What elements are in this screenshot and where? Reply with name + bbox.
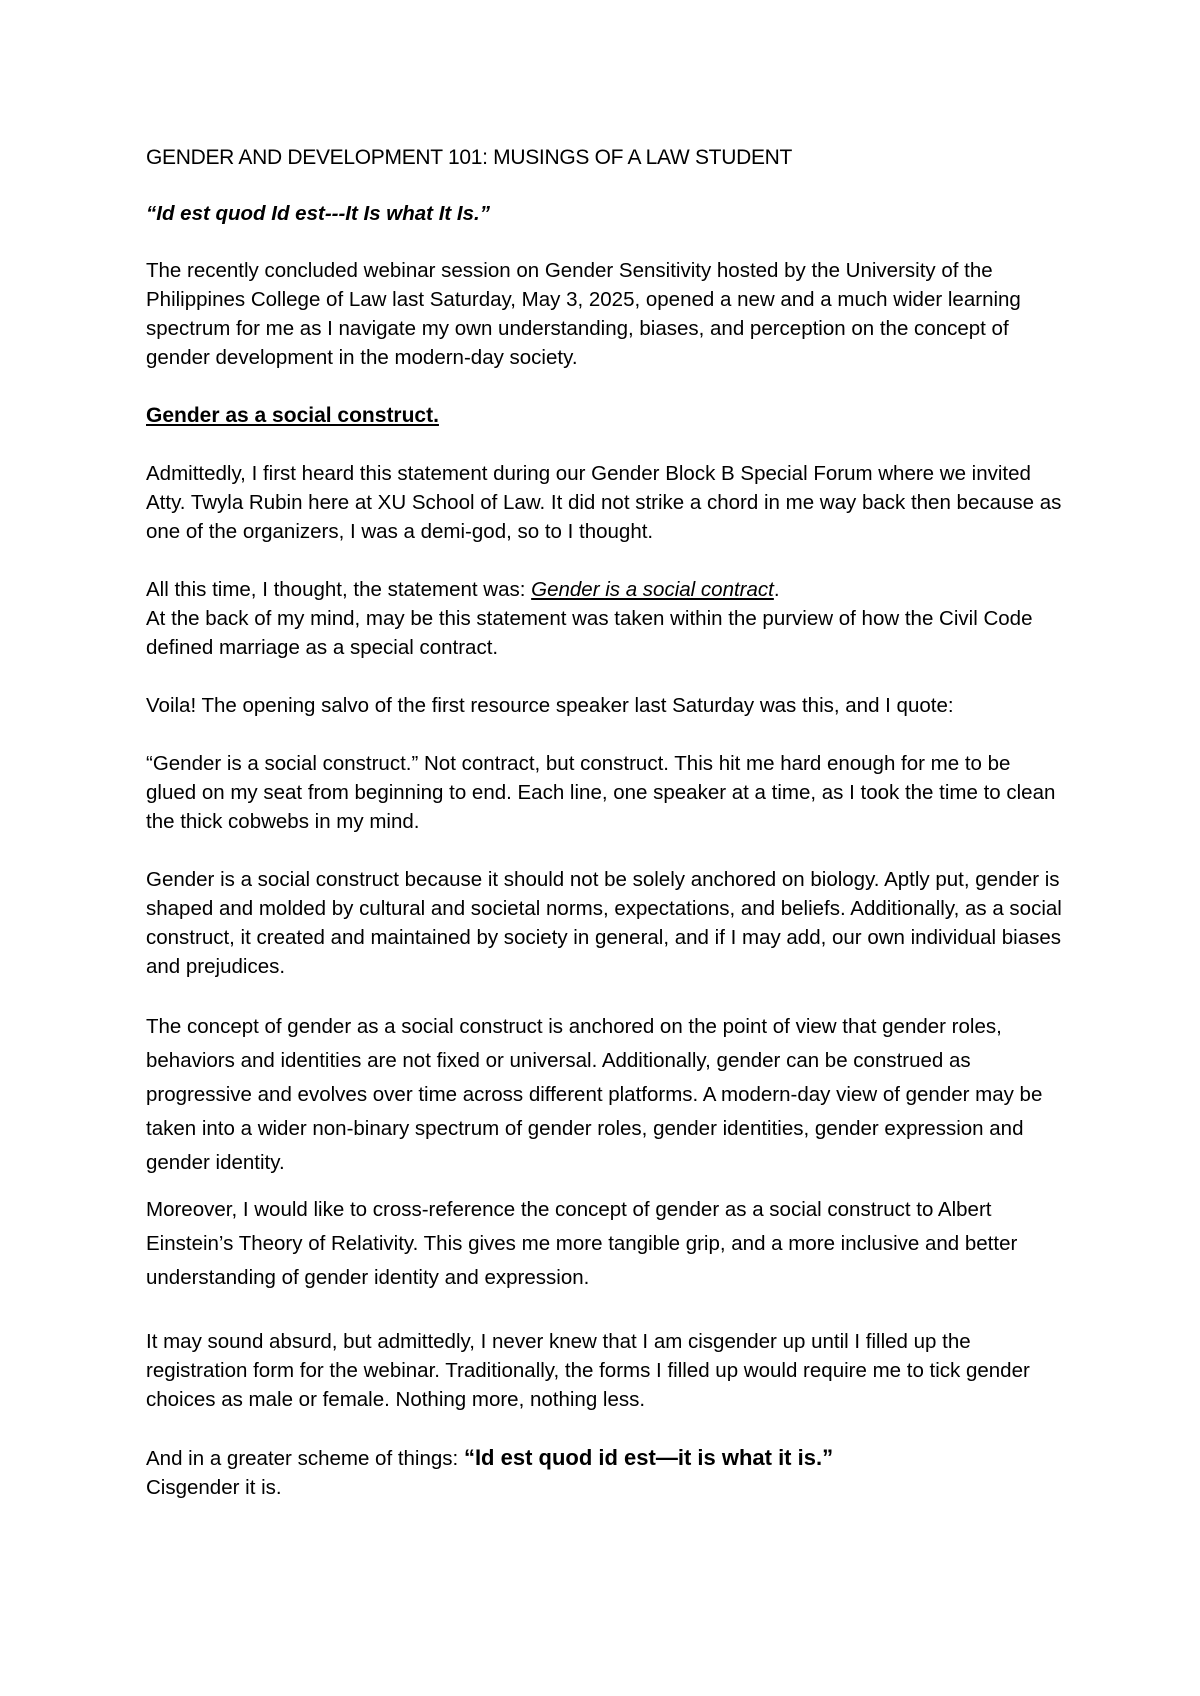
closing-quote: “Id est quod id est—it is what it is.” (463, 1445, 834, 1470)
biology-paragraph: Gender is a social construct because it should not be solely anchored on biology. Aptly put, gender is shaped and molded by cultural and societal norms, expectations, and beliefs. Additionally, as a social construct, it created and maintained by society in general, and if I may add, our own individual biases and prejudices. (146, 868, 1062, 978)
back-of-mind-paragraph: At the back of my mind, may be this statement was taken within the purview of how the Civil Code defined marriage as a special contract. (146, 607, 1033, 659)
all-this-time-period: . (773, 578, 780, 601)
voila-paragraph: Voila! The opening salvo of the first resource speaker last Saturday was this, and I quote: (146, 694, 954, 717)
section-heading: Gender as a social construct. (146, 404, 439, 427)
admittedly-paragraph: Admittedly, I first heard this statement during our Gender Block B Special Forum where we invited Atty. Twyla Rubin here at XU School of Law. It did not strike a chord in me way back then because as one of the organizers, I was a demi-god, so to I thought. (146, 462, 1062, 543)
motto: “Id est quod Id est---It Is what It Is.” (146, 202, 490, 225)
all-this-time-paragraph (146, 575, 1066, 604)
document-title: GENDER AND DEVELOPMENT 101: MUSINGS OF A LAW STUDENT (146, 146, 793, 169)
closing-paragraph (146, 1443, 1066, 1473)
cisgender-paragraph: It may sound absurd, but admittedly, I never knew that I am cisgender up until I filled up the registration form for the webinar. Traditionally, the forms I filled up would require me to tick gender choices as male or female. Nothing more, nothing less. (146, 1330, 1030, 1411)
final-line: Cisgender it is. (146, 1476, 282, 1499)
document-page (146, 143, 1066, 1502)
concept-paragraph: The concept of gender as a social construct is anchored on the point of view that gender roles, behaviors and identities are not fixed or universal. Additionally, gender can be construed as progressive and evolves over time across different platforms. A modern-day view of gender may be taken into a wider non-binary spectrum of gender roles, gender identities, gender expression and gender identity. (146, 1015, 1043, 1174)
einstein-paragraph: Moreover, I would like to cross-reference the concept of gender as a social construct to Albert Einstein’s Theory of Relativity. This gives me more tangible grip, and a more inclusive and better understanding of gender identity and expression. (146, 1198, 1018, 1289)
closing-text: And in a greater scheme of things: (146, 1447, 464, 1470)
social-contract-emphasis: Gender is a social contract (531, 578, 774, 601)
intro-paragraph: The recently concluded webinar session on Gender Sensitivity hosted by the University of the Philippines College of Law last Saturday, May 3, 2025, opened a new and a much wider learning spectrum for me as I navigate my own understanding, biases, and perception on the concept of gender development in the modern-day society. (146, 259, 1021, 369)
all-this-time-text: All this time, I thought, the statement was: (146, 578, 532, 601)
quote-paragraph: “Gender is a social construct.” Not contract, but construct. This hit me hard enough for me to be glued on my seat from beginning to end. Each line, one speaker at a time, as I took the time to clean the thick cobwebs in my mind. (146, 752, 1056, 833)
